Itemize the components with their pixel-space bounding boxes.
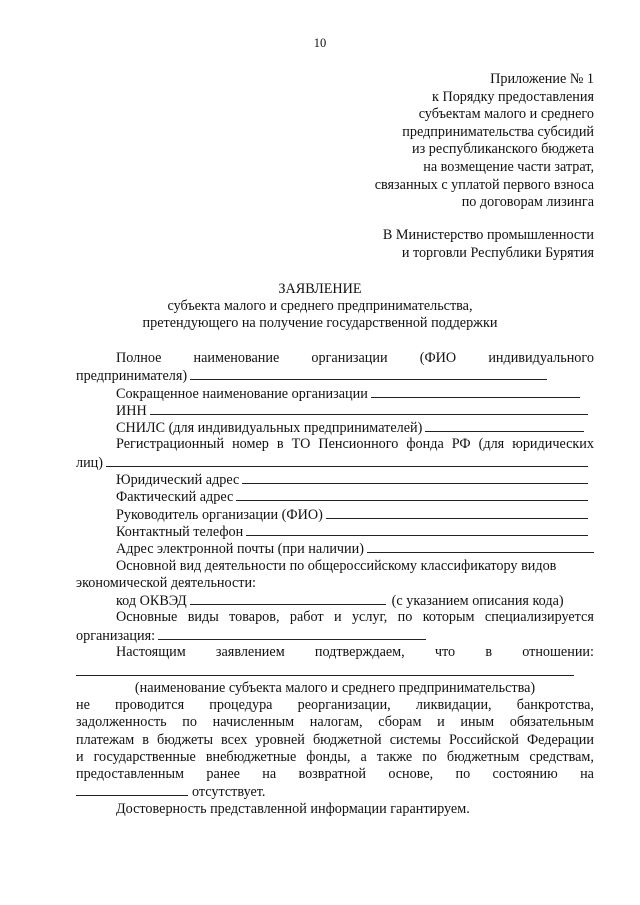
inn-row xyxy=(76,402,594,419)
legal-address-field[interactable] xyxy=(242,471,588,484)
title-line: субъекта малого и среднего предпринимательства, xyxy=(167,298,473,315)
confirm-text-line xyxy=(76,697,594,714)
word: начисленным xyxy=(212,714,295,731)
confirm-text-line xyxy=(76,766,594,783)
word: (ФИО xyxy=(419,350,457,366)
title-heading: ЗАЯВЛЕНИЕ xyxy=(278,281,362,297)
addressee-line: и торговли Республики Бурятия xyxy=(401,244,594,261)
word: бюджетной xyxy=(312,731,382,748)
word: бюджеты xyxy=(157,731,213,748)
inn-field[interactable] xyxy=(150,402,588,415)
snils-label: СНИЛС (для индивидуальных предпринимателей) xyxy=(116,420,423,437)
confirm-text-line xyxy=(76,714,594,731)
title-line: претендующего на получение государственной поддержки xyxy=(142,315,498,332)
addressee-line: В Министерство промышленности xyxy=(382,227,594,243)
word: также xyxy=(376,748,413,765)
pfr-label-cont: лиц) xyxy=(76,454,103,471)
actual-address-label: Фактический адрес xyxy=(116,489,234,506)
appendix-line: Приложение № 1 xyxy=(490,71,594,87)
word: подтверждаем, xyxy=(314,644,405,661)
word: специализируется xyxy=(484,609,594,626)
word: товаров, xyxy=(229,609,280,626)
word: всех xyxy=(221,731,248,748)
full-name-label-row xyxy=(76,350,594,367)
word: номер xyxy=(232,436,269,453)
word: не xyxy=(76,696,90,713)
word: РФ xyxy=(451,436,471,453)
okved-code-row xyxy=(76,592,594,609)
word: и xyxy=(333,609,342,626)
word: сборам xyxy=(378,714,422,731)
word: и xyxy=(76,748,84,765)
word: юридических xyxy=(512,436,594,453)
word: Полное xyxy=(116,350,162,366)
word: уровней xyxy=(255,731,305,748)
legal-address-row xyxy=(76,471,594,488)
word: банкротства, xyxy=(516,696,594,713)
addressee xyxy=(383,227,594,262)
email-row xyxy=(76,540,594,557)
full-name-row xyxy=(76,367,594,384)
confirm-text-line xyxy=(76,749,594,766)
word: Регистрационный xyxy=(116,436,225,453)
word: платежам xyxy=(76,731,135,748)
word: в xyxy=(142,731,149,748)
word: и xyxy=(437,714,445,731)
word: в xyxy=(485,644,493,661)
word: отношении: xyxy=(522,644,594,661)
confirm-row xyxy=(76,644,594,661)
pfr-label-row xyxy=(76,436,594,453)
absent-label: отсутствует. xyxy=(192,784,266,801)
snils-row xyxy=(76,419,594,436)
actual-address-row xyxy=(76,488,594,505)
goods-label-row xyxy=(76,609,594,626)
okved-line: экономической деятельности: xyxy=(76,574,256,591)
word: Пенсионного xyxy=(318,436,399,453)
word: наименование xyxy=(193,350,280,366)
word: средствам, xyxy=(529,748,594,765)
word: Федерации xyxy=(526,731,594,748)
legal-address-label: Юридический адрес xyxy=(116,472,240,489)
pfr-row xyxy=(76,454,594,471)
short-name-row xyxy=(76,385,594,402)
document-title xyxy=(0,281,640,333)
appendix-line: предпринимательства субсидий xyxy=(402,123,594,140)
word: бюджетным xyxy=(446,748,520,765)
word: возвратной xyxy=(298,766,366,783)
word: системы xyxy=(389,731,441,748)
appendix-header xyxy=(375,71,594,212)
word: состоянию xyxy=(492,766,558,783)
word: государственные xyxy=(93,748,196,765)
phone-label: Контактный телефон xyxy=(116,523,244,540)
status-date-row xyxy=(76,783,594,800)
head-row xyxy=(76,506,594,523)
word: индивидуального xyxy=(488,350,594,366)
word: проводится xyxy=(115,696,185,713)
inn-label: ИНН xyxy=(116,402,147,419)
pfr-field[interactable] xyxy=(106,454,588,467)
word: на xyxy=(262,766,277,783)
page-number: 10 xyxy=(313,36,327,50)
word: по xyxy=(182,714,197,731)
goods-label-cont: организация: xyxy=(76,627,156,644)
phone-field[interactable] xyxy=(246,523,588,536)
word: по xyxy=(455,766,471,783)
word: обязательным xyxy=(509,714,594,731)
word: фонды, xyxy=(306,748,351,765)
confirm-text-line xyxy=(76,732,594,749)
guarantee-statement: Достоверность представленной информации гарантируем. xyxy=(116,800,470,817)
word: услуг, xyxy=(351,609,388,626)
word: виды xyxy=(187,609,219,626)
snils-field[interactable] xyxy=(425,419,584,432)
word: иным xyxy=(460,714,495,731)
okved-code-label: код ОКВЭД xyxy=(116,593,187,610)
full-name-label-cont: предпринимателя) xyxy=(76,368,188,385)
full-name-field[interactable] xyxy=(190,367,547,380)
application-form xyxy=(76,350,594,818)
word: Настоящим xyxy=(116,644,186,661)
appendix-line: связанных с уплатой первого взноса xyxy=(374,176,594,193)
word: организации xyxy=(311,350,388,366)
word: заявлением xyxy=(215,644,285,661)
goods-field[interactable] xyxy=(158,627,426,640)
word: ликвидации, xyxy=(415,696,492,713)
head-field[interactable] xyxy=(326,506,588,519)
word: на xyxy=(580,766,594,783)
okved-code-note: (с указанием описания кода) xyxy=(391,593,564,610)
word: работ xyxy=(289,609,324,626)
word: предоставленным xyxy=(76,766,185,783)
word: Российской xyxy=(448,731,519,748)
word: что xyxy=(434,644,456,661)
word: реорганизации, xyxy=(297,696,391,713)
short-name-label: Сокращенное наименование организации xyxy=(116,385,368,402)
status-date-field[interactable] xyxy=(76,783,188,796)
word: а xyxy=(360,748,367,765)
head-label: Руководитель организации (ФИО) xyxy=(116,506,323,523)
word: в xyxy=(276,436,284,453)
email-label: Адрес электронной почты (при наличии) xyxy=(116,541,364,558)
okved-line: Основной вид деятельности по общероссийскому классификатору видов xyxy=(116,557,557,574)
appendix-line: по договорам лизинга xyxy=(461,194,594,211)
word: налогам, xyxy=(309,714,363,731)
subject-name-field[interactable] xyxy=(76,661,574,676)
appendix-line: к Порядку предоставления xyxy=(432,88,594,105)
word: процедура xyxy=(209,696,273,713)
goods-row xyxy=(76,627,594,644)
word: внебюджетные xyxy=(205,748,297,765)
word: задолженность xyxy=(76,714,167,731)
subject-name-caption: (наименование субъекта малого и среднего предпринимательства) xyxy=(134,679,536,696)
word: фонда xyxy=(406,436,444,453)
word: основе, xyxy=(388,766,434,783)
actual-address-field[interactable] xyxy=(236,488,588,501)
okved-code-field[interactable] xyxy=(190,592,386,605)
word: ранее xyxy=(206,766,240,783)
word: по xyxy=(397,609,413,626)
word: ТО xyxy=(291,436,311,453)
word: по xyxy=(422,748,437,765)
word: которым xyxy=(422,609,475,626)
word: (для xyxy=(478,436,505,453)
appendix-line: из республиканского бюджета xyxy=(412,141,594,158)
phone-row xyxy=(76,523,594,540)
appendix-line: субъектам малого и среднего xyxy=(418,106,594,123)
appendix-line: на возмещение части затрат, xyxy=(423,158,594,175)
email-field[interactable] xyxy=(367,540,594,553)
word: Основные xyxy=(116,609,178,626)
short-name-field[interactable] xyxy=(371,385,580,398)
